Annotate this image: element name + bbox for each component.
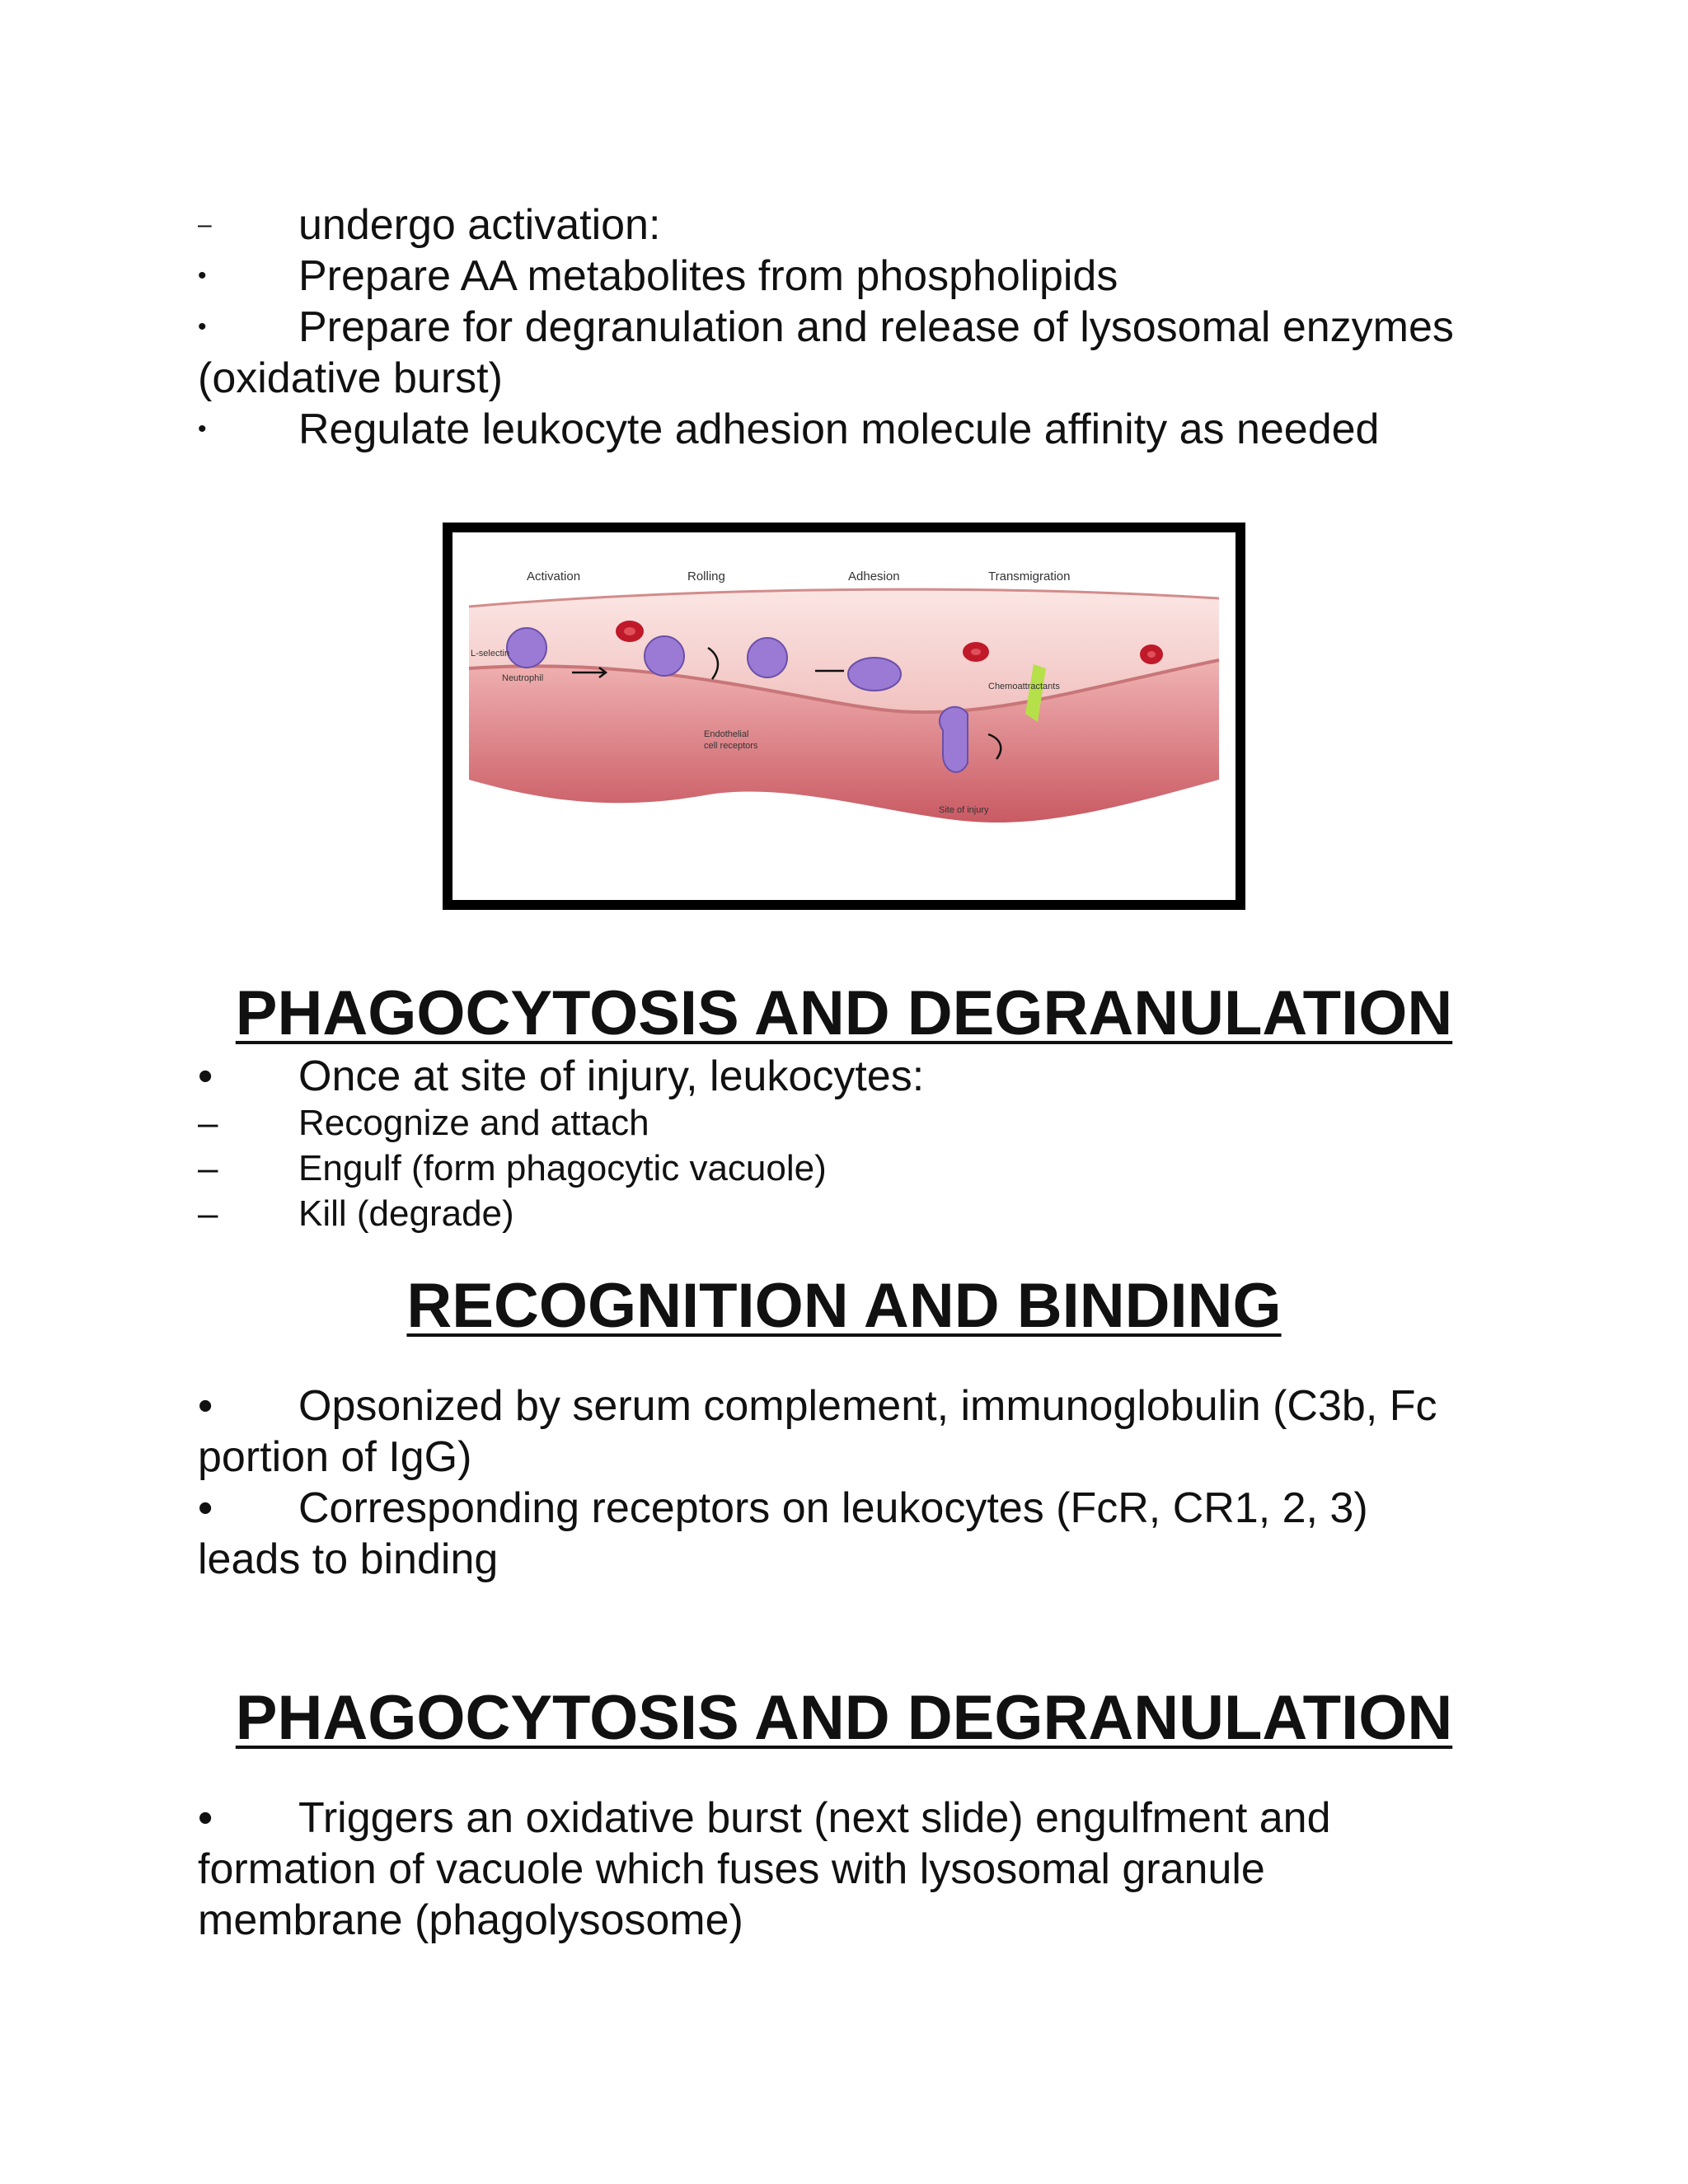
list-item-text: Once at site of injury, leukocytes:: [298, 1052, 925, 1100]
list-item-text: (oxidative burst): [198, 354, 503, 402]
section-heading: PHAGOCYTOSIS AND DEGRANULATION: [235, 1683, 1453, 1753]
section-heading: PHAGOCYTOSIS AND DEGRANULATION: [235, 978, 1453, 1048]
list-item-text: Recognize and attach: [298, 1103, 649, 1143]
list-item-text: membrane (phagolysosome): [198, 1896, 743, 1944]
list-item-text: portion of IgG): [198, 1433, 472, 1481]
bullet-marker: •: [198, 1794, 213, 1842]
section-heading: RECOGNITION AND BINDING: [406, 1271, 1282, 1341]
label-chemoattractants: Chemoattractants: [988, 682, 1060, 691]
label-transmigration: Transmigration: [988, 569, 1071, 583]
bullet-marker: •: [198, 1052, 213, 1100]
label-rolling: Rolling: [687, 569, 725, 583]
label-cell-receptors: cell receptors: [704, 741, 758, 751]
list-item-text: Regulate leukocyte adhesion molecule affinity as needed: [298, 405, 1380, 453]
dash-marker: –: [198, 211, 212, 238]
bullet-marker: •: [198, 415, 207, 443]
list-item-text: undergo activation:: [298, 201, 661, 249]
list-item-text: Prepare for degranulation and release of lysosomal enzymes: [298, 303, 1454, 351]
list-item-text: Kill (degrade): [298, 1193, 514, 1234]
bullet-marker: •: [198, 1382, 213, 1430]
bullet-marker: •: [198, 313, 207, 340]
list-item-text: Opsonized by serum complement, immunoglobulin (C3b, Fc: [298, 1382, 1437, 1430]
bullet-marker: •: [198, 262, 207, 289]
list-item-text: Corresponding receptors on leukocytes (FcR, CR1, 2, 3): [298, 1484, 1368, 1532]
dash-marker: –: [198, 1148, 218, 1188]
list-item-text: Triggers an oxidative burst (next slide) engulfment and: [298, 1794, 1331, 1842]
label-adhesion: Adhesion: [848, 569, 900, 583]
bullet-marker: •: [198, 1484, 213, 1532]
label-neutrophil: Neutrophil: [502, 673, 544, 683]
dash-marker: –: [198, 1103, 218, 1143]
label-endothelial: Endothelial: [704, 729, 749, 739]
leukocyte-migration-figure: [443, 523, 1245, 910]
label-l-selectin: L-selectin: [471, 649, 510, 658]
list-item-text: Engulf (form phagocytic vacuole): [298, 1148, 827, 1188]
figure-illustration: [452, 532, 1236, 900]
list-item-text: Prepare AA metabolites from phospholipids: [298, 252, 1118, 300]
dash-marker: –: [198, 1193, 218, 1234]
label-site-of-injury: Site of injury: [939, 805, 989, 815]
list-item-text: leads to binding: [198, 1535, 499, 1583]
list-item-text: formation of vacuole which fuses with lysosomal granule: [198, 1845, 1265, 1893]
label-activation: Activation: [527, 569, 581, 583]
